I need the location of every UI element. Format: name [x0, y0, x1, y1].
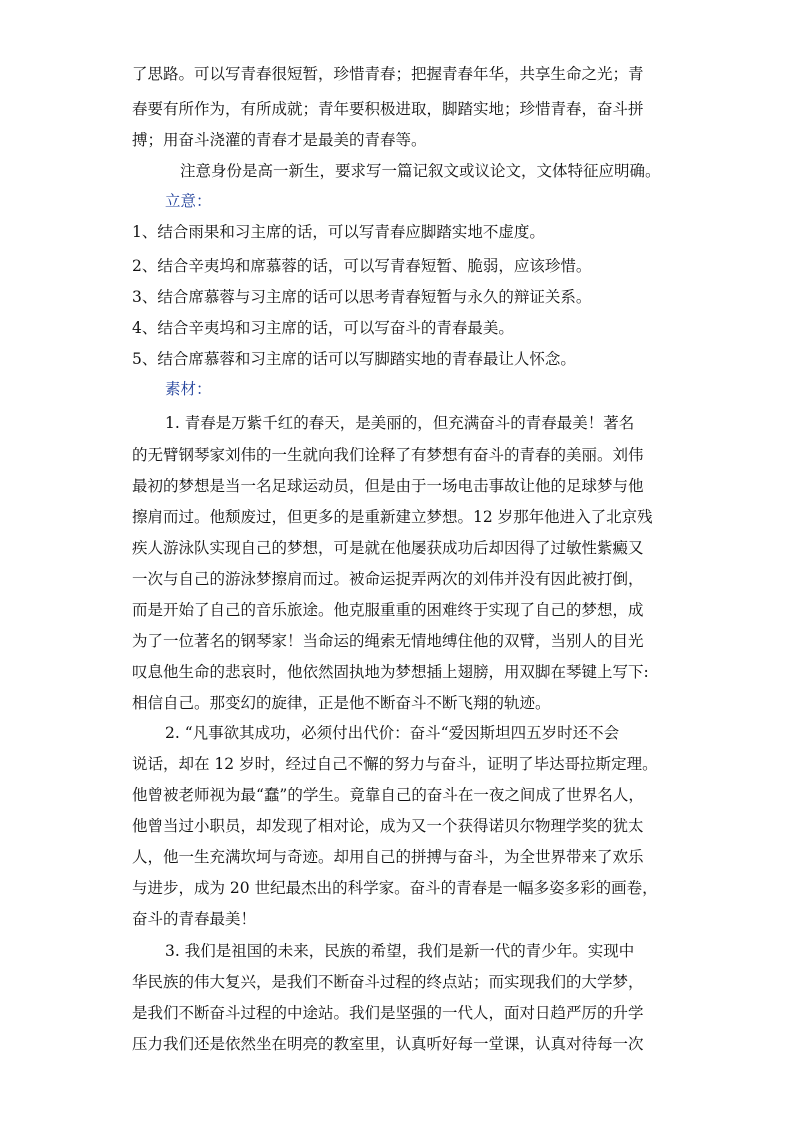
list-item: 2、结合辛夷坞和席慕蓉的话，可以写青春短暂、脆弱，应该珍惜。	[132, 257, 592, 275]
text-line: 擦肩而过。他颓废过，但更多的是重新建立梦想。12 岁那年他进入了北京残	[132, 508, 653, 526]
text-line: 3. 我们是祖国的未来，民族的希望，我们是新一代的青少年。实现中	[165, 942, 635, 960]
list-item: 1、结合雨果和习主席的话，可以写青春应脚踏实地不虚度。	[132, 223, 545, 241]
text-line: 最初的梦想是当一名足球运动员，但是由于一场电击事故让他的足球梦与他	[132, 477, 644, 495]
section-heading-sucai: 素材：	[165, 380, 212, 398]
text-line: 压力我们还是依然坐在明亮的教室里，认真听好每一堂课，认真对待每一次	[132, 1035, 644, 1053]
text-line: 而是开始了自己的音乐旅途。他克服重重的困难终于实现了自己的梦想，成	[132, 601, 644, 619]
text-line: 叹息他生命的悲哀时，他依然固执地为梦想插上翅膀，用双脚在琴键上写下:	[132, 663, 649, 681]
text-line: 是我们不断奋斗过程的中途站。我们是坚强的一代人，面对日趋严厉的升学	[132, 1004, 644, 1022]
text-line: 说话，却在 12 岁时，经过自己不懈的努力与奋斗，证明了毕达哥拉斯定理。	[132, 755, 658, 773]
text-line: 相信自己。那变幻的旋律，正是他不断奋斗不断飞翔的轨迹。	[132, 694, 551, 712]
list-item: 3、结合席慕蓉与习主席的话可以思考青春短暂与永久的辩证关系。	[132, 288, 592, 306]
text-line: 华民族的伟大复兴，是我们不断奋斗过程的终点站；而实现我们的大学梦，	[132, 973, 644, 991]
text-line: 他曾当过小职员，却发现了相对论，成为又一个获得诺贝尔物理学奖的犹太	[132, 817, 644, 835]
text-line: 与进步，成为 20 世纪最杰出的科学家。奋斗的青春是一幅多姿多彩的画卷，	[132, 879, 658, 897]
list-item: 5、结合席慕蓉和习主席的话可以写脚踏实地的青春最让人怀念。	[132, 350, 576, 368]
text-line: 搏；用奋斗浇灌的青春才是最美的青春等。	[132, 131, 427, 149]
text-line: 一次与自己的游泳梦擦肩而过。被命运捉弄两次的刘伟并没有因此被打倒，	[132, 570, 644, 588]
text-line: 了思路。可以写青春很短暂，珍惜青春；把握青春年华，共享生命之光；青	[132, 65, 644, 83]
section-heading-liyi: 立意：	[165, 192, 212, 210]
text-line: 2. “凡事欲其成功，必须付出代价：奋斗“爱因斯坦四五岁时还不会	[165, 724, 620, 742]
text-line: 为了一位著名的钢琴家！当命运的绳索无情地缚住他的双臂，当别人的目光	[132, 632, 644, 650]
text-line: 注意身份是高一新生，要求写一篇记叙文或议论文，文体特征应明确。	[180, 162, 661, 180]
text-line: 人，他一生充满坎坷与奇迹。却用自己的拼搏与奋斗，为全世界带来了欢乐	[132, 848, 644, 866]
text-line: 奋斗的青春最美！	[132, 910, 257, 928]
text-line: 春要有所作为，有所成就；青年要积极进取，脚踏实地；珍惜青春，奋斗拼	[132, 100, 644, 118]
text-line: 疾人游泳队实现自己的梦想，可是就在他屡获成功后却因得了过敏性紫癜又	[132, 539, 644, 557]
list-item: 4、结合辛夷坞和习主席的话，可以写奋斗的青春最美。	[132, 319, 514, 337]
text-line: 的无臂钢琴家刘伟的一生就向我们诠释了有梦想有奋斗的青春的美丽。刘伟	[132, 446, 644, 464]
text-line: 1. 青春是万紫千红的春天，是美丽的，但充满奋斗的青春最美！著名	[165, 414, 635, 432]
text-line: 他曾被老师视为最“蠢”的学生。竟靠自己的奋斗在一夜之间成了世界名人，	[132, 786, 644, 804]
